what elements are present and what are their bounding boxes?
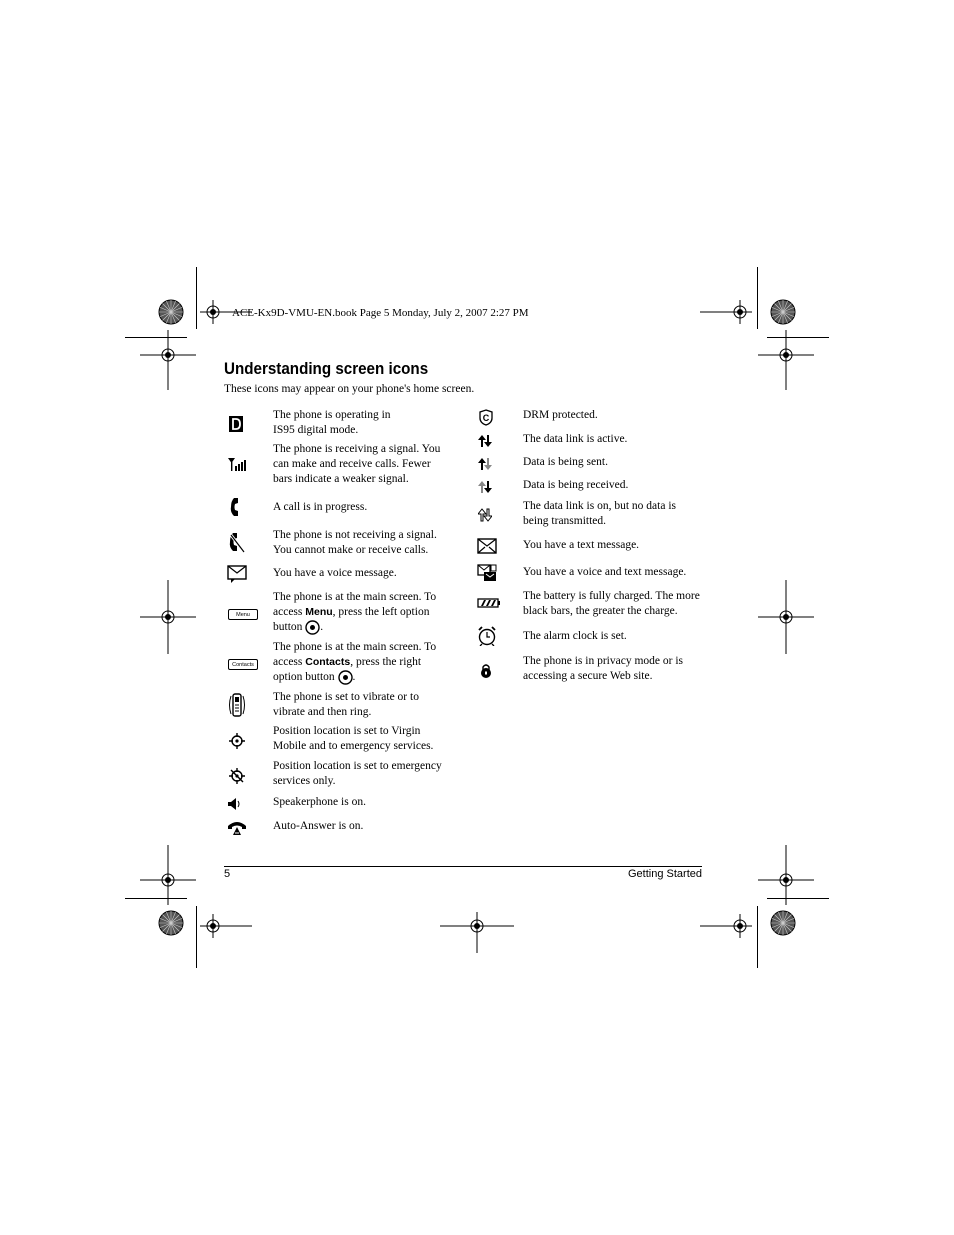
vibrate-icon (224, 692, 250, 718)
option-button-icon (338, 670, 353, 685)
digital-mode-icon (224, 414, 248, 434)
item-text: The phone is in privacy mode or is accessing a secure Web site. (523, 655, 684, 682)
menu-softkey-icon: Menu (228, 609, 258, 620)
item-text: Auto-Answer is on. (273, 820, 364, 832)
page-title: Understanding screen icons (224, 360, 429, 378)
item-text: Position location is set to Virgin Mobile and to emergency services. (273, 725, 434, 752)
auto-answer-icon (224, 819, 250, 837)
contacts-softkey-icon: Contacts (228, 659, 258, 670)
call-in-progress-icon (224, 496, 248, 518)
item-text: Speakerphone is on. (273, 796, 366, 808)
book-header: ACE-Kx9D-VMU-EN.book Page 5 Monday, July 2, 2007 2:27 PM (232, 307, 529, 319)
item-text: The data link is on, but no data is being transmitted. (523, 500, 676, 527)
item-text: You have a voice message. (273, 567, 397, 579)
signal-bars-icon (224, 456, 250, 472)
section-name: Getting Started (628, 868, 702, 880)
no-signal-icon (224, 531, 250, 555)
item-text: The phone is operating in IS95 digital mode. (273, 409, 391, 436)
item-text: Position location is set to emergency services only. (273, 760, 442, 787)
item-text: The phone is not receiving a signal. You cannot make or receive calls. (273, 529, 437, 556)
footer-rule (224, 866, 702, 867)
data-receiving-icon (474, 479, 496, 495)
voice-text-message-icon (474, 563, 500, 583)
item-text: DRM protected. (523, 409, 598, 421)
voice-message-icon (224, 564, 250, 584)
item-text: You have a text message. (523, 539, 640, 551)
item-text: The phone is at the main screen. To access Menu, press the left option button . (273, 591, 437, 634)
speakerphone-icon (224, 796, 246, 812)
item-text: You have a voice and text message. (523, 566, 687, 578)
data-active-icon (474, 433, 496, 449)
battery-icon (476, 597, 502, 609)
option-button-icon (305, 620, 320, 635)
item-text: The phone is receiving a signal. You can make and receive calls. Fewer bars indicate a weaker signal. (273, 443, 441, 485)
intro-text: These icons may appear on your phone's home screen. (224, 383, 475, 395)
item-text: Data is being sent. (523, 456, 608, 468)
item-text: Data is being received. (523, 479, 629, 491)
item-text: The phone is set to vibrate or to vibrate and then ring. (273, 691, 419, 718)
data-sending-icon (474, 456, 496, 472)
drm-icon (474, 408, 498, 426)
alarm-clock-icon (474, 625, 500, 647)
item-text: The battery is fully charged. The more black bars, the greater the charge. (523, 590, 700, 617)
svg-text:C: C (482, 412, 490, 423)
location-emergency-icon (224, 767, 250, 785)
item-text: The data link is active. (523, 433, 628, 445)
location-on-icon (224, 732, 250, 750)
text-message-icon (474, 537, 500, 555)
data-idle-icon (474, 507, 496, 523)
privacy-lock-icon (474, 661, 498, 679)
page-number: 5 (224, 868, 231, 880)
item-text: The alarm clock is set. (523, 630, 627, 642)
item-text: The phone is at the main screen. To access Contacts, press the right option button . (273, 641, 437, 684)
item-text: A call is in progress. (273, 501, 368, 513)
